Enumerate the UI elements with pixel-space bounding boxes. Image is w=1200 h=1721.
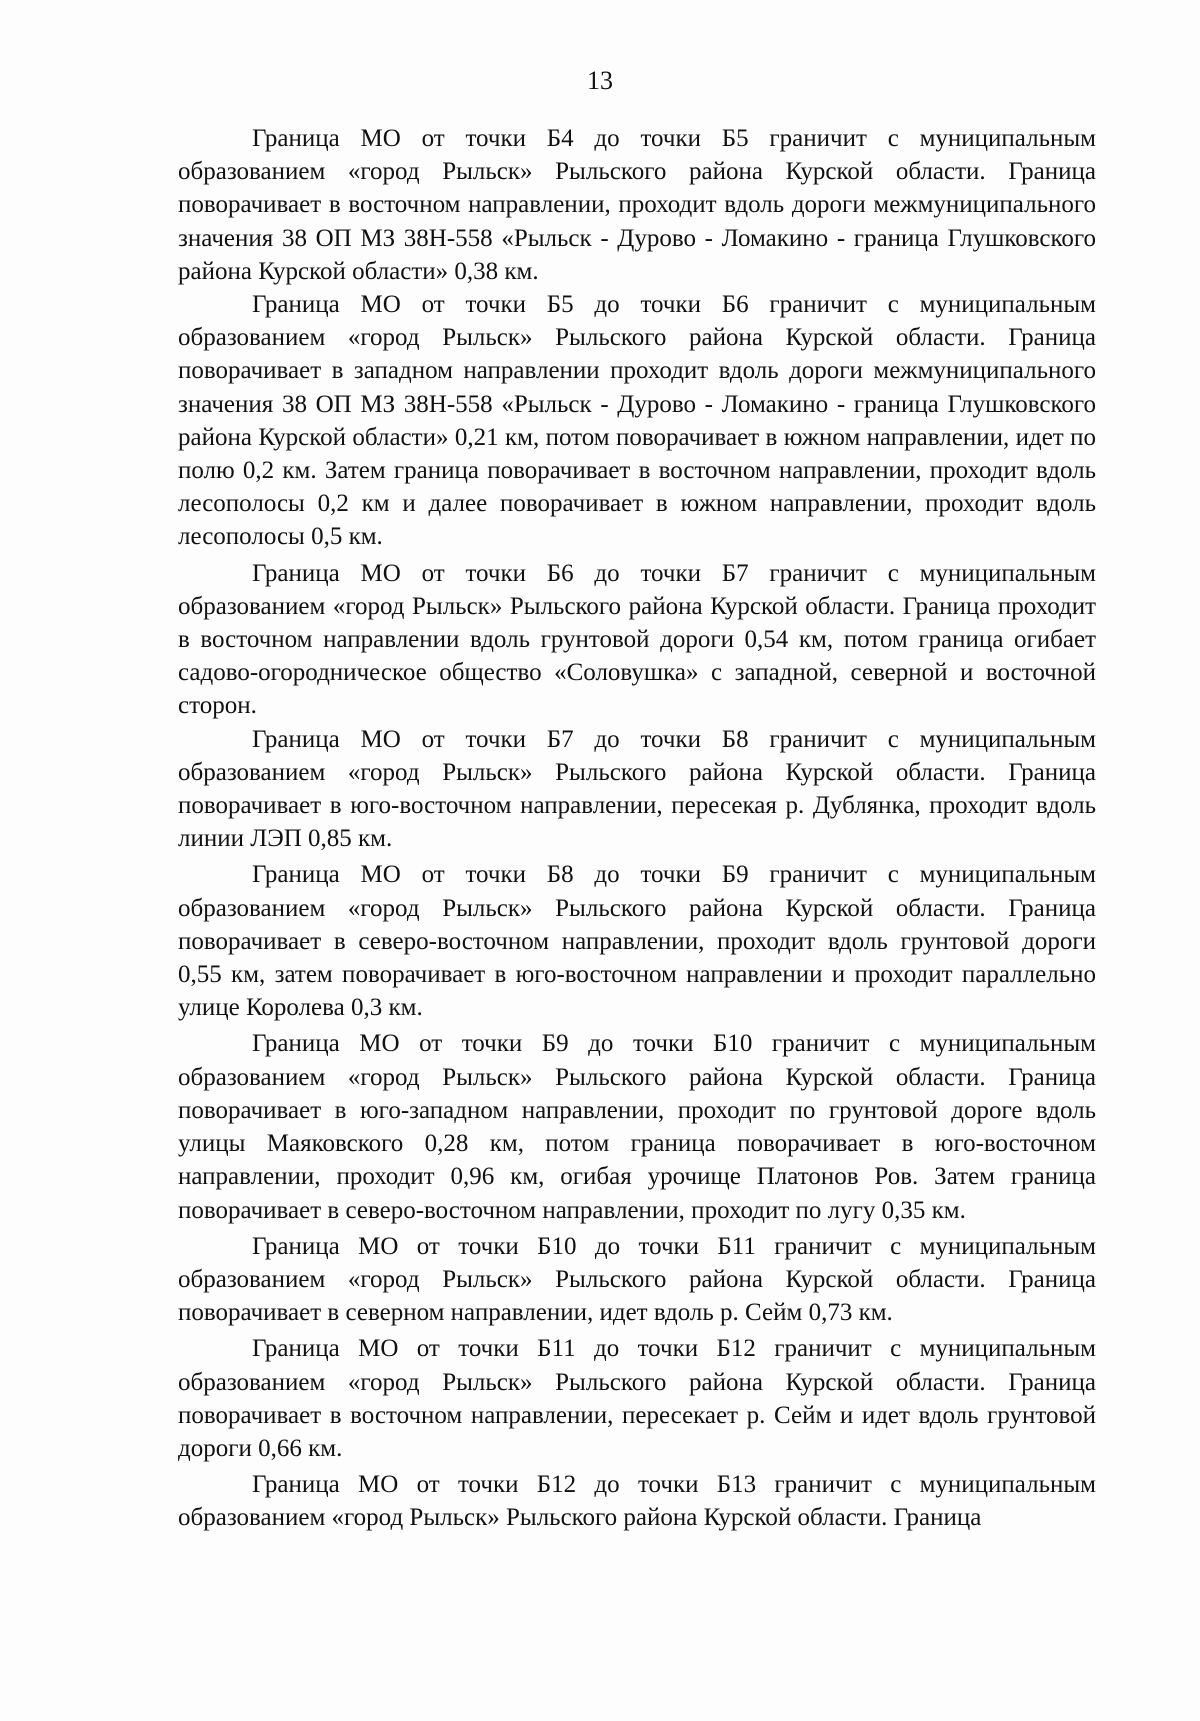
paragraph-b6-b7: Граница МО от точки Б6 до точки Б7 граничит с муниципальным образованием «город Рыльск» Рыльского района Курской области. Граница проходит в восточном направлении вдоль грунтовой дороги 0,54 км, потом граница огибает садово-огородническое общество «Соловушка» с западной, северной и восточной сторон. — [178, 559, 1096, 720]
paragraph-b9-b10: Граница МО от точки Б9 до точки Б10 граничит с муниципальным образованием «город Рыльск» Рыльского района Курской области. Граница поворачивает в юго-западном направлении, проходит по грунтовой дороге вдоль улицы Маяковского 0,28 км, потом граница поворачивает в юго-восточном направлении, проходит 0,96 км, огибая урочище Платонов Ров. Затем граница поворачивает в северо-восточном направлении, проходит по лугу 0,35 км. — [178, 1030, 1096, 1224]
paragraph-b7-b8: Граница МО от точки Б7 до точки Б8 граничит с муниципальным образованием «город Рыльск» Рыльского района Курской области. Граница поворачивает в юго-восточном направлении, пересекая р. Дублянка, проходит вдоль линии ЛЭП 0,85 км. — [178, 725, 1096, 853]
document-body — [178, 122, 1096, 1535]
paragraph-b8-b9: Граница МО от точки Б8 до точки Б9 граничит с муниципальным образованием «город Рыльск» Рыльского района Курской области. Граница поворачивает в северо-восточном направлении, проходит вдоль грунтовой дороги 0,55 км, затем поворачивает в юго-восточном направлении и проходит параллельно улице Королева 0,3 км. — [178, 861, 1096, 1022]
paragraph-b12-b13: Граница МО от точки Б12 до точки Б13 граничит с муниципальным образованием «город Рыльск» Рыльского района Курской области. Граница — [178, 1471, 1096, 1532]
page-number: 13 — [587, 66, 613, 95]
paragraph-b11-b12: Граница МО от точки Б11 до точки Б12 граничит с муниципальным образованием «город Рыльск» Рыльского района Курской области. Граница поворачивает в восточном направлении, пересекает р. Сейм и идет вдоль грунтовой дороги 0,66 км. — [178, 1335, 1096, 1462]
paragraph-b5-b6: Граница МО от точки Б5 до точки Б6 граничит с муниципальным образованием «город Рыльск» Рыльского района Курской области. Граница поворачивает в западном направлении проходит вдоль дороги межмуниципального значения 38 ОП МЗ 38Н-558 «Рыльск - Дурово - Ломакино - граница Глушковского района Курской области» 0,21 км, потом поворачивает в южном направлении, идет по полю 0,2 км. Затем граница поворачивает в восточном направлении, проходит вдоль лесополосы 0,2 км и далее поворачивает в южном направлении, проходит вдоль лесополосы 0,5 км. — [178, 291, 1096, 551]
paragraph-b10-b11: Граница МО от точки Б10 до точки Б11 граничит с муниципальным образованием «город Рыльск» Рыльского района Курской области. Граница поворачивает в северном направлении, идет вдоль р. Сейм 0,73 км. — [178, 1232, 1096, 1327]
paragraph-b4-b5: Граница МО от точки Б4 до точки Б5 граничит с муниципальным образованием «город Рыльск» Рыльского района Курской области. Граница поворачивает в восточном направлении, проходит вдоль дороги межмуниципального значения 38 ОП МЗ 38Н-558 «Рыльск - Дурово - Ломакино - граница Глушковского района Курской области» 0,38 км. — [178, 125, 1096, 285]
